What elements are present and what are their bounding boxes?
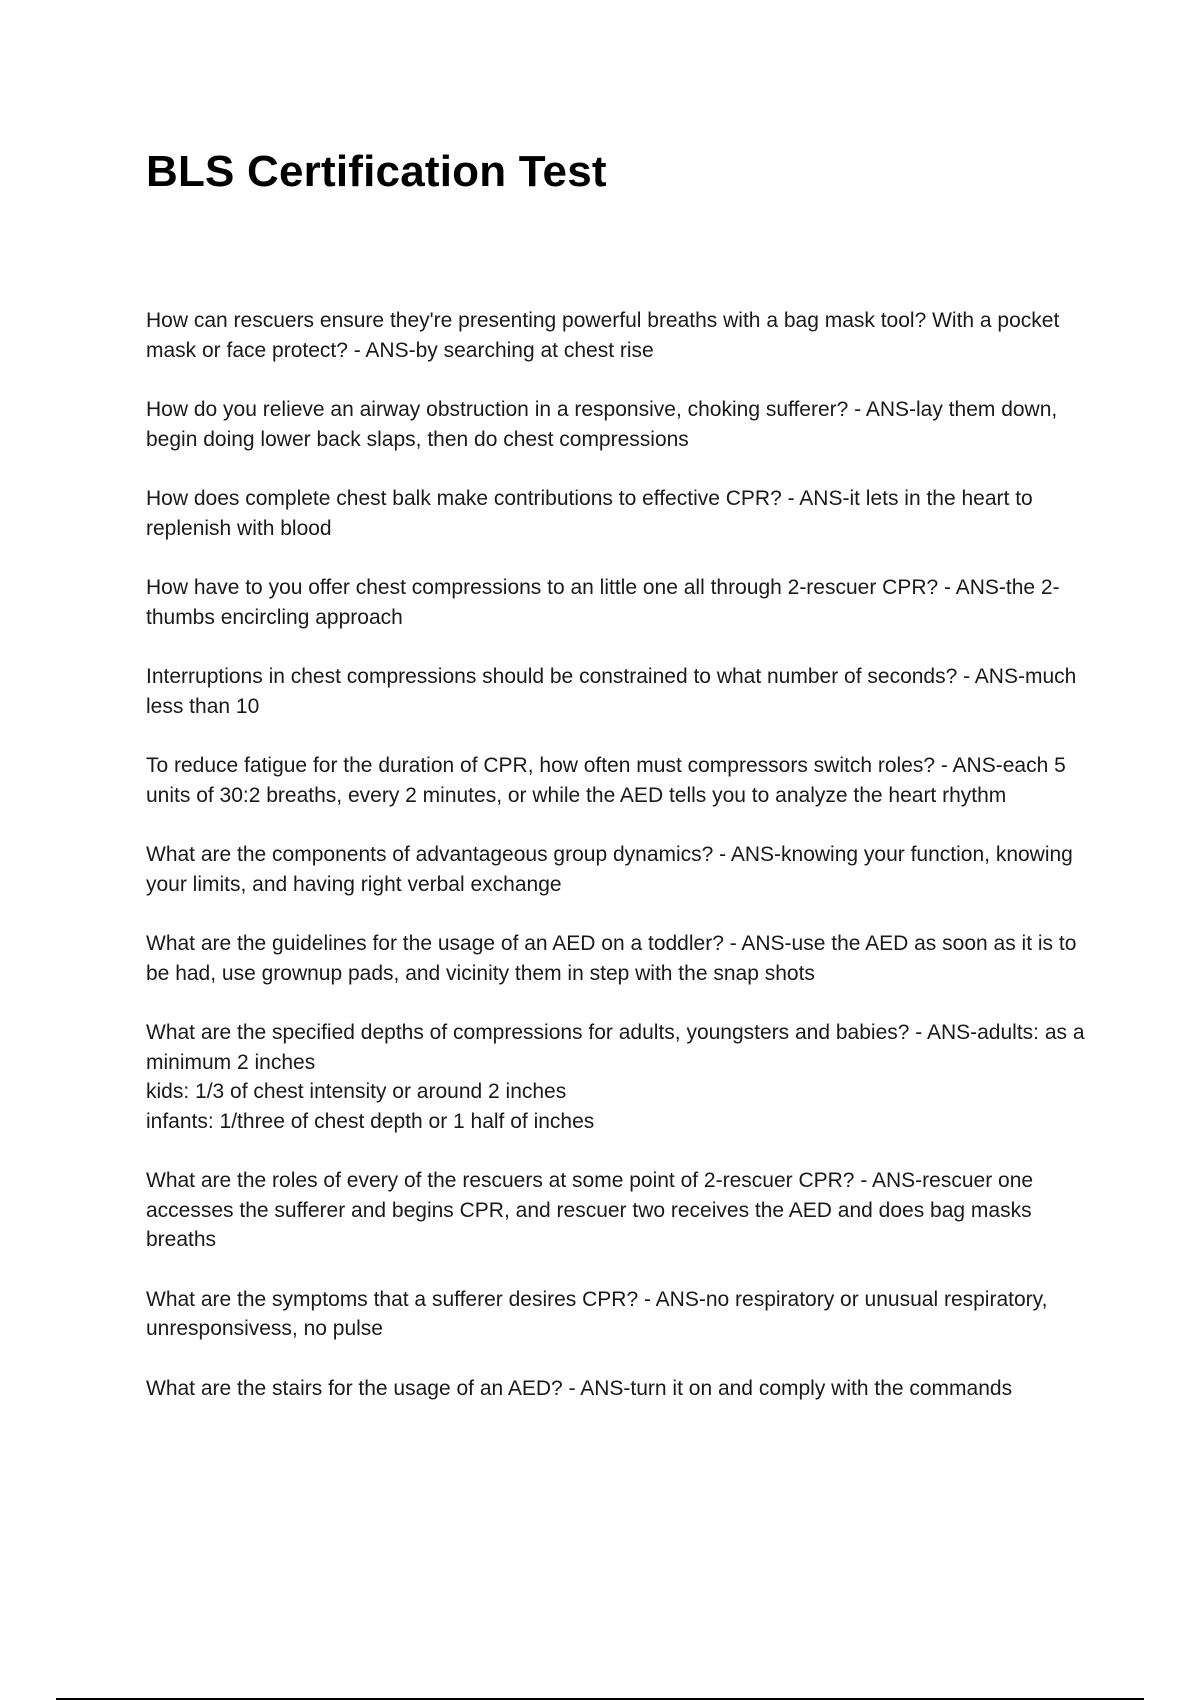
qa-item: What are the symptoms that a sufferer desires CPR? - ANS-no respiratory or unusual respiratory, unresponsivess, no pulse <box>146 1287 1048 1340</box>
qa-item: Interruptions in chest compressions should be constrained to what number of seconds? - ANS-much less than 10 <box>146 665 1077 718</box>
qa-item: What are the components of advantageous group dynamics? - ANS-knowing your function, knowing your limits, and having right verbal exchange <box>146 843 1073 896</box>
qa-item: How can rescuers ensure they're presenting powerful breaths with a bag mask tool? With a pocket mask or face protect? - ANS-by searching at chest rise <box>146 309 1060 362</box>
qa-list <box>146 306 1096 1433</box>
qa-item: How does complete chest balk make contributions to effective CPR? - ANS-it lets in the heart to replenish with blood <box>146 487 1033 540</box>
qa-item: What are the guidelines for the usage of an AED on a toddler? - ANS-use the AED as soon as it is to be had, use grownup pads, and vicinity them in step with the snap shots <box>146 932 1077 985</box>
qa-item: To reduce fatigue for the duration of CPR, how often must compressors switch roles? - ANS-each 5 units of 30:2 breaths, every 2 minutes, or while the AED tells you to analyze the heart rhythm <box>146 754 1066 807</box>
qa-item: What are the stairs for the usage of an AED? - ANS-turn it on and comply with the commands <box>146 1376 1013 1400</box>
qa-item: How do you relieve an airway obstruction in a responsive, choking sufferer? - ANS-lay them down, begin doing lower back slaps, then do chest compressions <box>146 398 1058 451</box>
page-title: BLS Certification Test <box>146 147 607 196</box>
qa-item: What are the roles of every of the rescuers at some point of 2-rescuer CPR? - ANS-rescuer one accesses the sufferer and begins CPR, and rescuer two receives the AED and does bag masks breaths <box>146 1169 1034 1251</box>
qa-item: What are the specified depths of compressions for adults, youngsters and babies? - ANS-adults: as a minimum 2 inches kids: 1/3 of chest intensity or around 2 inches infants: 1/three of chest depth or 1 half of inches <box>146 1021 1085 1133</box>
qa-item: How have to you offer chest compressions to an little one all through 2-rescuer CPR? - ANS-the 2-thumbs encircling approach <box>146 576 1060 629</box>
